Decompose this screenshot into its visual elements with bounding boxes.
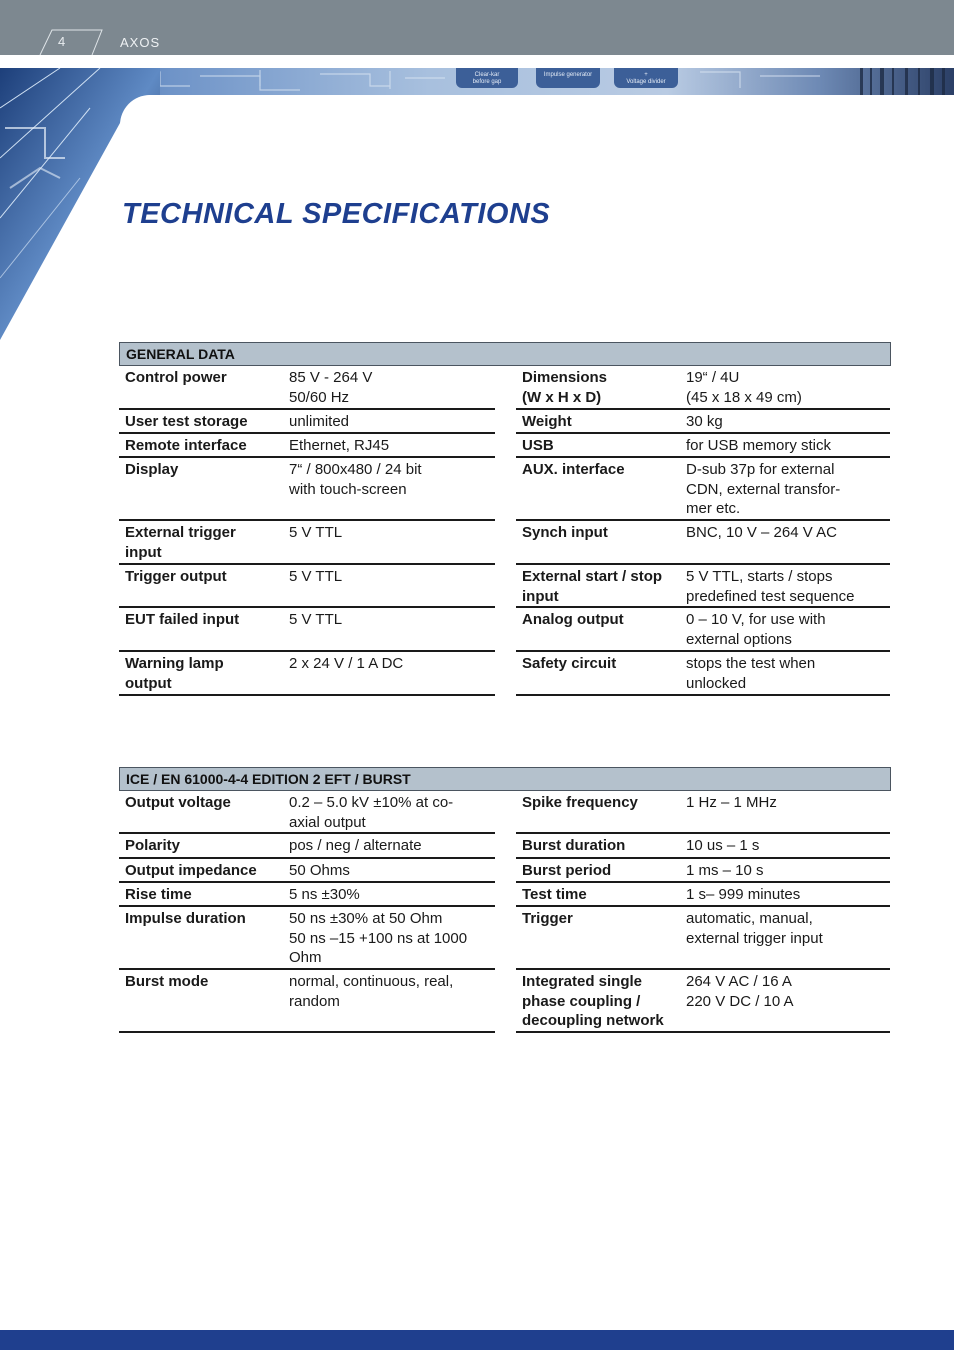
general-data-left-column [119, 366, 495, 696]
spec-value: 264 V AC / 16 A 220 V DC / 10 A [686, 973, 794, 1010]
spec-label: Trigger [522, 910, 573, 927]
spec-value: BNC, 10 V – 264 V AC [686, 524, 837, 541]
spec-row [516, 907, 890, 970]
spec-value: 5 ns ±30% [289, 886, 360, 903]
spec-row [516, 652, 890, 696]
spec-row [516, 791, 890, 834]
burst-section [119, 767, 891, 1033]
spec-value: 5 V TTL [289, 611, 343, 628]
spec-label: User test storage [125, 413, 248, 430]
spec-value: 1 ms – 10 s [686, 862, 764, 879]
burst-left-column [119, 791, 495, 1033]
general-data-right-column [516, 366, 890, 696]
spec-label: USB [522, 437, 554, 454]
spec-label: Control power [125, 369, 227, 386]
spec-row [516, 458, 890, 521]
spec-value: 30 kg [686, 413, 723, 430]
spec-label: Trigger output [125, 568, 227, 585]
banner-pill-voltage-divider: + Voltage divider [614, 68, 678, 88]
spec-value: 5 V TTL [289, 568, 343, 585]
spec-label: AUX. interface [522, 461, 625, 478]
burst-right-column [516, 791, 890, 1033]
spec-label: Burst period [522, 862, 612, 879]
spec-value: 85 V - 264 V 50/60 Hz [289, 369, 373, 406]
spec-value: 50 Ohms [289, 862, 350, 879]
spec-row [119, 970, 495, 1033]
spec-row [119, 834, 495, 859]
spec-value: 19“ / 4U (45 x 18 x 49 cm) [686, 369, 802, 406]
spec-row [516, 608, 890, 652]
spec-label: Spike frequency [522, 794, 638, 811]
spec-row [516, 410, 890, 434]
spec-label: Safety circuit [522, 655, 617, 672]
spec-label: Dimensions (W x H x D) [522, 369, 608, 406]
spec-row [516, 565, 890, 608]
spec-row [516, 434, 890, 458]
burst-heading: ICE / EN 61000-4-4 EDITION 2 EFT / BURST [119, 767, 891, 791]
spec-label: Output voltage [125, 794, 231, 811]
spec-row [119, 907, 495, 970]
footer-bar [0, 1330, 954, 1350]
spec-row [119, 883, 495, 907]
spec-row [119, 608, 495, 652]
spec-value: stops the test when unlocked [686, 655, 816, 692]
spec-label: Test time [522, 886, 587, 903]
spec-row [119, 859, 495, 883]
spec-label: Analog output [522, 611, 624, 628]
page-tab-outline [0, 28, 104, 55]
spec-value: 0.2 – 5.0 kV ±10% at co- axial output [289, 794, 454, 831]
general-data-heading: GENERAL DATA [119, 342, 891, 366]
spec-value: Ethernet, RJ45 [289, 437, 390, 454]
spec-value: 50 ns ±30% at 50 Ohm 50 ns –15 +100 ns at 1000 Ohm [289, 910, 468, 966]
spec-row [119, 366, 495, 410]
spec-row [516, 521, 890, 565]
spec-value: unlimited [289, 413, 350, 430]
spec-value: 2 x 24 V / 1 A DC [289, 655, 404, 672]
brand-name: AXOS [120, 35, 161, 50]
spec-value: 0 – 10 V, for use with external options [686, 611, 826, 648]
spec-row [516, 834, 890, 859]
spec-row [119, 410, 495, 434]
spec-label: External trigger input [125, 524, 236, 561]
spec-label: Warning lamp output [125, 655, 224, 692]
spec-row [516, 366, 890, 410]
spec-value: 1 Hz – 1 MHz [686, 794, 777, 811]
spec-label: EUT failed input [125, 611, 240, 628]
spec-row [119, 521, 495, 565]
spec-value: 5 V TTL [289, 524, 343, 541]
general-data-section [119, 342, 891, 696]
spec-row [516, 859, 890, 883]
spec-label: Weight [522, 413, 572, 430]
spec-label: Output impedance [125, 862, 257, 879]
spec-value: 7“ / 800x480 / 24 bit with touch-screen [289, 461, 422, 498]
spec-row [119, 458, 495, 521]
spec-label: Synch input [522, 524, 608, 541]
spec-value: 5 V TTL, starts / stops predefined test sequence [686, 568, 855, 605]
spec-value: 1 s– 999 minutes [686, 886, 801, 903]
spec-value: for USB memory stick [686, 437, 832, 454]
spec-label: External start / stop input [522, 568, 663, 605]
page-number: 4 [58, 34, 66, 49]
spec-value: D-sub 37p for external CDN, external transfor- mer etc. [686, 461, 841, 517]
spec-label: Remote interface [125, 437, 247, 454]
spec-row [119, 652, 495, 696]
spec-label: Burst duration [522, 837, 626, 854]
content-panel-corner [120, 95, 954, 125]
spec-row [119, 434, 495, 458]
spec-row [119, 791, 495, 834]
spec-value: automatic, manual, external trigger input [686, 910, 823, 947]
spec-label: Burst mode [125, 973, 209, 990]
banner-pill-impulse-generator: Impulse generator [536, 68, 600, 88]
spec-row [119, 565, 495, 608]
page-title: TECHNICAL SPECIFICATIONS [122, 198, 551, 230]
banner-pill-clear-gap: Clear-kar before gap [456, 68, 518, 88]
spec-row [516, 970, 890, 1033]
spec-label: Polarity [125, 837, 181, 854]
spec-value: pos / neg / alternate [289, 837, 422, 854]
spec-label: Display [125, 461, 179, 478]
spec-value: normal, continuous, real, random [289, 973, 454, 1010]
spec-value: 10 us – 1 s [686, 837, 760, 854]
spec-row [516, 883, 890, 907]
spec-label: Rise time [125, 886, 192, 903]
spec-label: Impulse duration [125, 910, 246, 927]
spec-label: Integrated single phase coupling / decoupling network [522, 973, 664, 1029]
